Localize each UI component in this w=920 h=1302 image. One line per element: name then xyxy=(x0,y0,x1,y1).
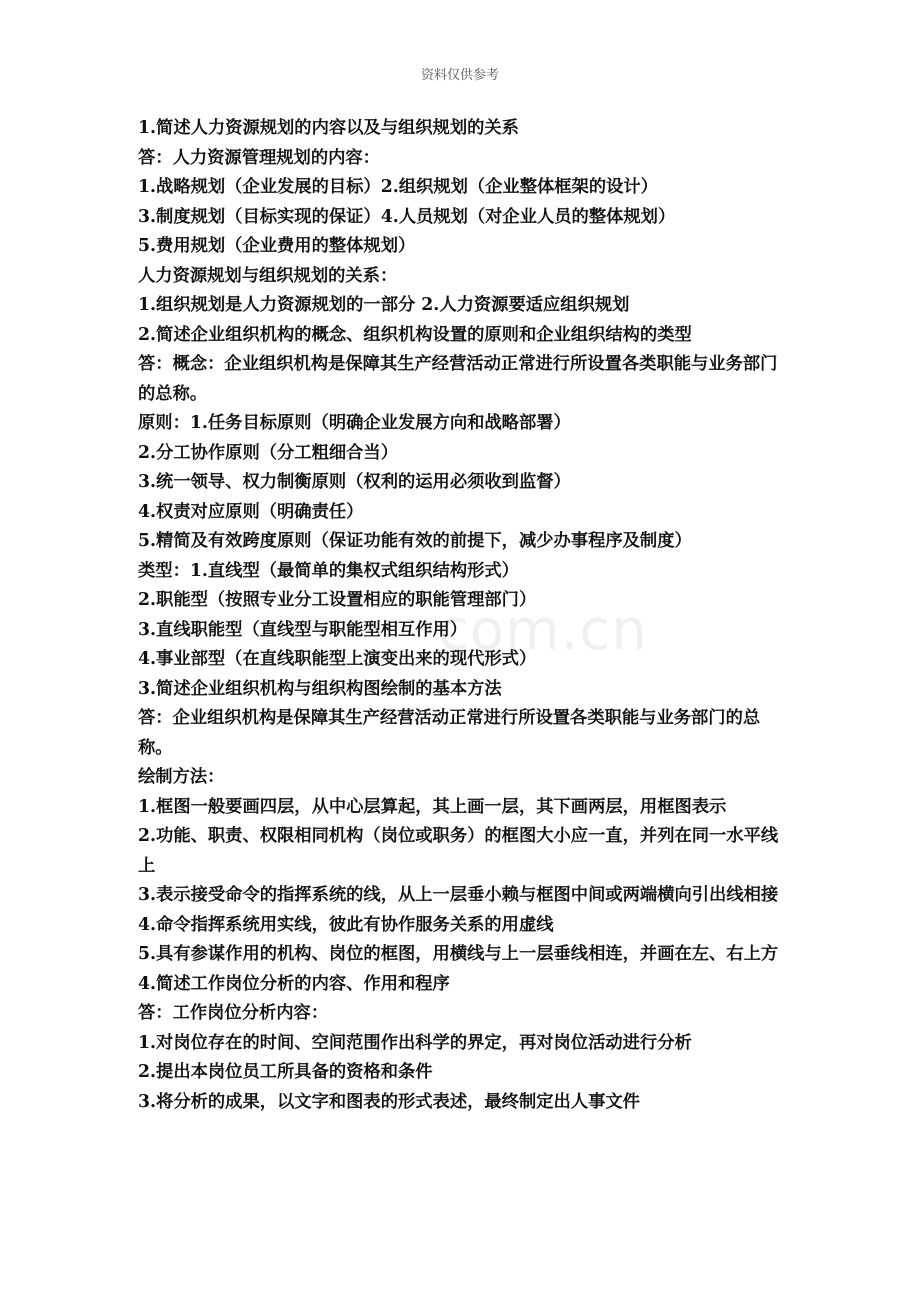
text-line: 4.命令指挥系统用实线，彼此有协作服务关系的用虚线 xyxy=(138,914,554,935)
text-line: 人力资源规划与组织规划的关系： xyxy=(138,265,398,286)
text-line: 4.简述工作岗位分析的内容、作用和程序 xyxy=(138,973,450,994)
text-line: 答：人力资源管理规划的内容： xyxy=(138,147,380,168)
text-line: 1.组织规划是人力资源规划的一部分 2.人力资源要适应组织规划 xyxy=(138,295,630,315)
text-line: 答：概念：企业组织机构是保障其生产经营活动正常进行所设置各类职能与业务部门的总称。 xyxy=(138,354,778,404)
text-line: 5.精简及有效跨度原则（保证功能有效的前提下，减少办事程序及制度） xyxy=(138,531,692,551)
text-line: 2.简述企业组织机构的概念、组织机构设置的原则和企业组织结构的类型 xyxy=(138,324,692,345)
text-line: 3.统一领导、权力制衡原则（权利的运用必须收到监督） xyxy=(138,472,571,492)
text-line: 5.费用规划（企业费用的整体规划） xyxy=(138,236,416,256)
text-line: 1.框图一般要画四层，从中心层算起，其上画一层，其下画两层，用框图表示 xyxy=(138,796,727,817)
text-line: 3.直线职能型（直线型与职能型相互作用） xyxy=(138,619,468,640)
text-line: 2.提出本岗位员工所具备的资格和条件 xyxy=(138,1062,433,1082)
text-line: 1.简述人力资源规划的内容以及与组织规划的关系 xyxy=(138,118,519,138)
text-line: 2.职能型（按照专业分工设置相应的职能管理部门） xyxy=(138,590,537,610)
text-line: 3.将分析的成果，以文字和图表的形式表述，最终制定出人事文件 xyxy=(138,1091,640,1112)
text-line: 答：工作岗位分析内容： xyxy=(138,1003,329,1023)
text-line: 3.简述企业组织机构与组织构图绘制的基本方法 xyxy=(138,678,502,699)
text-line: 3.表示接受命令的指挥系统的线，从上一层垂小赖与框图中间或两端横向引出线相接 xyxy=(138,885,779,905)
text-line: 2.分工协作原则（分工粗细合当） xyxy=(138,442,398,463)
text-line: 3.制度规划（目标实现的保证）4.人员规划（对企业人员的整体规划） xyxy=(138,206,676,227)
text-line: 原则：1.任务目标原则（明确企业发展方向和战略部署） xyxy=(138,413,571,433)
watermark: com.cn xyxy=(438,598,648,663)
text-line: 4.事业部型（在直线职能型上演变出来的现代形式） xyxy=(138,649,537,669)
page-header: 资料仅供参考 xyxy=(420,68,499,83)
text-line: 1.对岗位存在的时间、空间范围作出科学的界定，再对岗位活动进行分析 xyxy=(138,1032,692,1053)
text-line: 类型：1.直线型（最简单的集权式组织结构形式） xyxy=(138,560,519,581)
text-line: 答：企业组织机构是保障其生产经营活动正常进行所设置各类职能与业务部门的总称。 xyxy=(138,708,761,758)
text-line: 绘制方法： xyxy=(138,767,225,787)
text-line: 2.功能、职责、权限相同机构（岗位或职务）的框图大小应一直，并列在同一水平线上 xyxy=(138,826,779,876)
text-line: 5.具有参谋作用的机构、岗位的框图，用横线与上一层垂线相连，并画在左、右上方 xyxy=(138,944,779,964)
document-body xyxy=(138,114,786,1117)
text-line: 1.战略规划（企业发展的目标）2.组织规划（企业整体框架的设计） xyxy=(138,177,658,197)
text-line: 4.权责对应原则（明确责任） xyxy=(138,501,364,522)
